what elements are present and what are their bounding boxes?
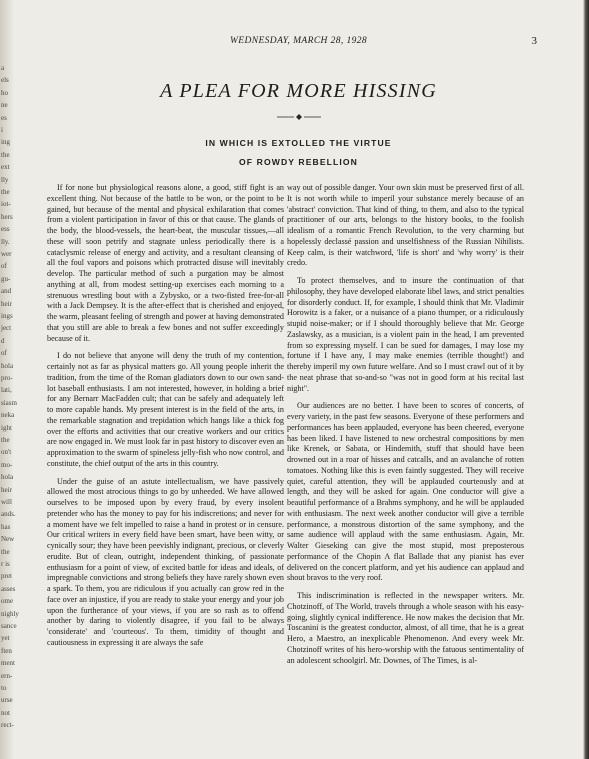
- gutter-fragment: ome: [1, 597, 14, 606]
- gutter-fragment: ings: [1, 312, 13, 320]
- gutter-fragment: gu-: [1, 274, 11, 283]
- article-subhead-line-2: OF ROWDY REBELLION: [239, 157, 358, 167]
- gutter-fragment: the: [1, 188, 10, 196]
- gutter-fragment: ern-: [1, 671, 13, 680]
- gutter-fragment: ne: [1, 101, 8, 110]
- paragraph: I do not believe that anyone will deny the truth of my contention, certainly not as far as physical matters go. All young people inherit the tradition, from the time of the Roman gladiators down to our own sand-lot baseball enthusiasts. I am not interested, however, in holding a brief for any Bernarr MacFadden cult; that can be safely and adequately left to more capable hands. My present interest is in the field of the arts, in the remarkable stagnation and trepidation which hangs like a thick fog over the efforts and activities that our creative workers and our critics are now engaged in. We must look far in past history to discover even an approximation to the swarm of spineless jelly-fish who now control, and constitute, the chief output of the arts in this country.: [47, 351, 284, 468]
- gutter-fragment: rect-: [1, 721, 14, 730]
- paragraph: Under the guise of an astute intellectualism, we have passively allowed the most atrocious things to go by unheeded. We have allowed ourselves to be imposed upon by every fraud, by every insolent pretender who has the money to pay for his indiscretions; and never for a moment have we felt impelled to raise a hand in protest or in censure. Our critical writers in every field have been smart, have been witty, or cynically sour; they have been peevishly indignant, precious, or cleverly erudite. But of clean, outright, independent thinking, of passionate enthusiasm for a point of view, of excited battle for ideas and ideals, of impregnable convictions and strong beliefs they have rarely shown even a spark. To them, you are ridiculous if you actually can grow red in the face over an injustice, if you are ready to stake your energy and your job upon the furtherance of your views, if you are so rash as to offend another by daring to violently disagree, if you fail to be always 'considerate' and 'courteous'. To them, timidity of thought and cautiousness in expressing it are always the safe: [47, 476, 284, 647]
- gutter-fragment: on't: [1, 448, 12, 457]
- running-head: [14, 36, 583, 50]
- paragraph: way out of possible danger. Your own skin must be preserved first of all. It is not worth while to imperil your substance merely because of an 'abstract' conviction. That kind of thing, to them, and also to the typical practitioner of our arts, belongs to the history books, to the foolish idealism of a romantic French Revolution, to the very charming but hopelessly declassé passion and unselfishness of the Russian Nihilists. Keep calm, is their watchword, 'life is short' and 'why worry' is their credo.: [287, 183, 524, 268]
- gutter-fragment: will: [1, 498, 12, 506]
- article-subhead-line-1: IN WHICH IS EXTOLLED THE VIRTUE: [205, 138, 392, 148]
- gutter-fragment: and: [1, 287, 12, 296]
- gutter-fragment: ho: [1, 88, 8, 97]
- gutter-fragment: ext: [1, 163, 10, 172]
- gutter-fragment: the: [1, 547, 10, 556]
- gutter-fragment: ften: [1, 646, 12, 655]
- gutter-fragment: ess: [1, 225, 10, 234]
- gutter-fragment: nighly: [1, 609, 19, 618]
- gutter-fragment: ands.: [1, 510, 16, 519]
- gutter-fragment: pret: [1, 572, 12, 581]
- gutter-fragment: mo-: [1, 460, 13, 469]
- paragraph: To protect themselves, and to insure the continuation of that philosophy, they have developed elaborate libel laws, and strict penalties for disorderly conduct. If, for example, I should think that Mr. Vladimir Horowitz is a faker, or a nuisance of a piano thumper, or a ridiculously stupid noise-maker; or if I should thoroughly believe that Mr. George Zaslawsky, as a musician, is a violent pain in the head, I am prevented from so expressing myself. I can be sued for damages, I may lose my fortune if I have any, I may make enemies (terrible thought!) and thereby imperil my own future welfare. And so I must crawl out of it by the neat phrase that so-and-so "was not in good form at his recital last night".: [287, 276, 524, 393]
- gutter-fragment: lati,: [1, 386, 12, 395]
- gutter-fragment: ight: [1, 423, 12, 432]
- gutter-fragment: i: [1, 126, 3, 134]
- gutter-fragment: the: [1, 150, 10, 159]
- divider-ornament-icon: [277, 113, 321, 121]
- gutter-fragment: es: [1, 113, 7, 122]
- gutter-fragment: ing: [1, 138, 10, 147]
- gutter-fragment: asses: [1, 584, 16, 593]
- gutter-fragment: neka: [1, 411, 15, 420]
- gutter-fragment: lly: [1, 175, 9, 184]
- gutter-fragment: yet: [1, 634, 10, 643]
- gutter-fragment: r is: [1, 560, 10, 568]
- gutter-fragment: siasm: [1, 398, 17, 407]
- page-gutter: [0, 0, 19, 759]
- gutter-fragment: heir: [1, 485, 12, 494]
- article-headline: A PLEA FOR MORE HISSING: [160, 80, 437, 102]
- gutter-fragment: ject: [1, 324, 12, 333]
- gutter-fragment: lly.: [1, 237, 10, 246]
- gutter-fragment: the: [1, 436, 10, 444]
- paragraph: If for none but physiological reasons alone, a good, stiff fight is an excellent thing. Not because of the battle to be won, or the point to be gained, but because of the mental and physical exhilaration that comes from a violent participation in favor of this or that cause. The glands of the body, the blood-vessels, the heart-beat, the muscular tissues,—all these will soon petrify and stagnate unless periodically there is a cataclysmic release of energy and activity, and a resultant cleansing of all the foul vapors and poisons which protracted disuse will inevitably develop. The particular method of such a purgation may be almost anything at all, from modest setting-up exercises each morning to a strenuous wrestling bout with a Zybysko, or a two-fisted free-for-all with a Jack Dempsey. It is the after-effect that is cherished and enjoyed, the warm, pleasant feeling of strength and power at having demonstrated that you still are able to break a few bones and not suffer exceedingly because of it.: [47, 183, 284, 343]
- gutter-fragment: of: [1, 262, 7, 271]
- gutter-fragment: ment: [1, 659, 15, 668]
- gutter-fragment: hola: [1, 473, 14, 482]
- article-column-left: [47, 183, 284, 656]
- paragraph: This indiscrimination is reflected in the newspaper writers. Mr. Chotzinoff, of The World, travels through a whole season with his easy-going, slightly cynical indifference. He now makes the decision that Mr. Toscanini is the greatest conductor, almost, of all time, that he is a great Hero, a Maestro, an inexplicable Phenomenon. And every week Mr. Chotzinoff writes of his hero-worship with the fatuous sentimentality of an adolescent schoolgirl. Mr. Downes, of The Times, is al-: [287, 591, 524, 665]
- issue-date: WEDNESDAY, MARCH 28, 1928: [229, 36, 368, 46]
- gutter-fragment: iot-: [1, 200, 11, 209]
- paragraph: Our audiences are no better. I have been to scores of concerts, of every variety, in the past few seasons. Everyone of these performers and performances has been applauded, everyone has been cheered, everyone has been liked. I have listened to new orchestral compositions by men like Krenek, or Sabata, or Hindemith, stuff that should have been drowned out in a roar of hisses and catcalls, and an avalanche of rotten tomatoes. Nothing like this is even faintly suggested. They will receive quiet, careful attention, they will be applauded courteously and at length, and they will be asked for again. One conductor will give a beautiful performance of a Brahms symphony, and he will be applauded with enthusiasm. The next week another conductor will give a terrible performance, a monstrous distortion of the same symphony, and the same audience will applaud with the same enthusiasm. Again, Mr. Walter Gieseking can give the most stupid, most preposterous performance of the Chopin A flat Ballade that any pianist has ever delivered on the concert platform, and yet his audience can applaud and shout bravos to the very roof.: [287, 401, 524, 583]
- gutter-fragment: pro-: [1, 374, 13, 382]
- gutter-fragment: sance: [1, 622, 17, 630]
- gutter-fragment: heir: [1, 299, 12, 308]
- gutter-fragment: of: [1, 349, 7, 358]
- gutter-fragment: has: [1, 522, 11, 531]
- magazine-page: [14, 0, 583, 759]
- article-column-right: [287, 183, 524, 673]
- gutter-fragment: d: [1, 336, 5, 345]
- gutter-fragment: wer: [1, 250, 12, 258]
- gutter-fragment: els: [1, 76, 9, 85]
- gutter-fragment: to: [1, 684, 7, 692]
- gutter-fragment: a: [1, 64, 5, 72]
- gutter-fragment: not: [1, 708, 10, 717]
- page-number: 3: [531, 35, 537, 47]
- gutter-fragment: New: [1, 535, 15, 544]
- gutter-fragment: hola: [1, 361, 14, 370]
- gutter-fragment: hers: [1, 212, 13, 221]
- gutter-fragment: urse: [1, 696, 13, 705]
- page-edge-shadow: [583, 0, 589, 759]
